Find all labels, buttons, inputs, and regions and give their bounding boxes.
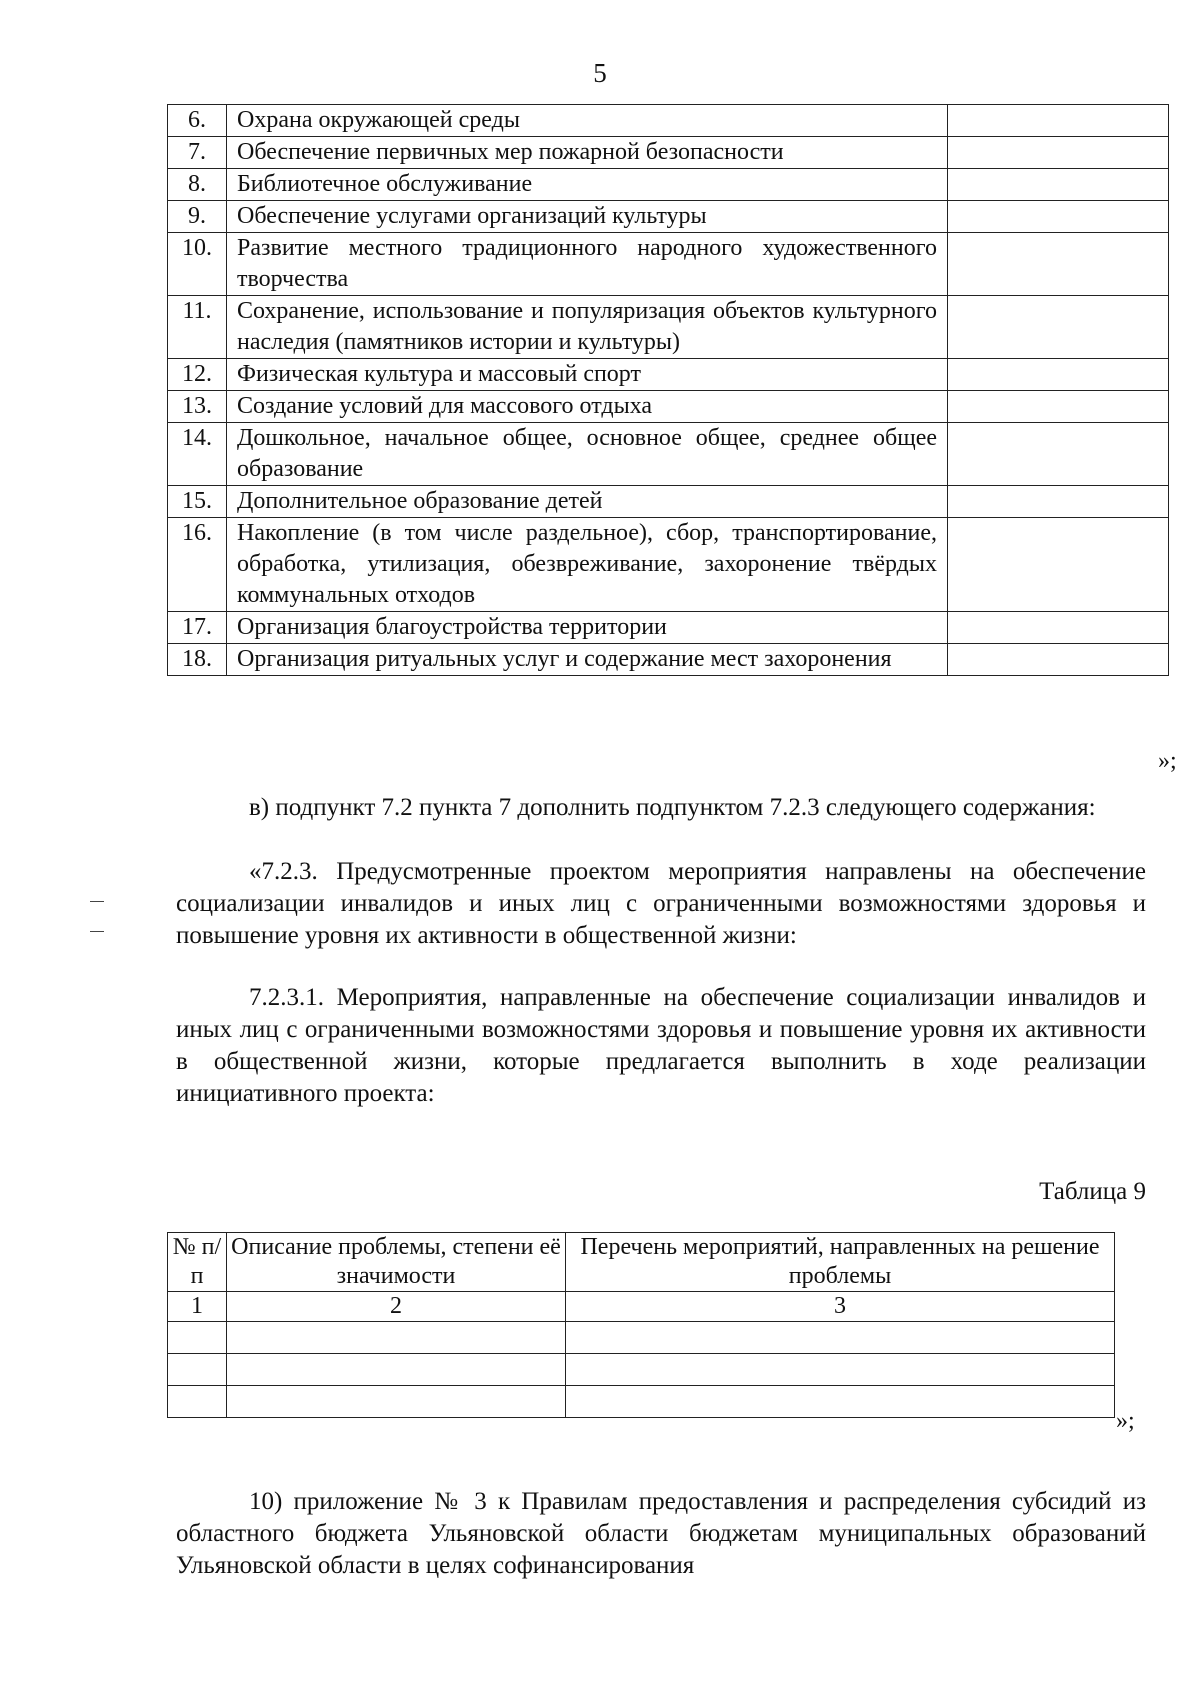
header-measures-list: Перечень мероприятий, направленных на решение проблемы xyxy=(566,1233,1115,1292)
row-description: Обеспечение первичных мер пожарной безопасности xyxy=(227,137,948,169)
margin-mark xyxy=(90,931,104,932)
empty-cell xyxy=(168,1386,227,1418)
row-value-cell xyxy=(948,644,1169,676)
row-number: 10. xyxy=(168,233,227,296)
table-row xyxy=(168,518,1169,612)
row-value-cell xyxy=(948,391,1169,423)
table-row xyxy=(168,612,1169,644)
empty-cell xyxy=(566,1322,1115,1354)
row-value-cell xyxy=(948,359,1169,391)
row-description: Организация благоустройства территории xyxy=(227,612,948,644)
table-row xyxy=(168,169,1169,201)
empty-cell xyxy=(227,1386,566,1418)
row-number: 17. xyxy=(168,612,227,644)
paragraph-7-2-3: «7.2.3. Предусмотренные проектом мероприятия направлены на обеспечение социализации инвалидов и иных лиц с ограниченными возможностями здоровья и повышение уровня их активности в общественной жизни: xyxy=(176,858,1146,949)
empty-cell xyxy=(227,1322,566,1354)
row-description: Дошкольное, начальное общее, основное общее, среднее общее образование xyxy=(227,423,948,486)
row-description: Дополнительное образование детей xyxy=(227,486,948,518)
row-number: 18. xyxy=(168,644,227,676)
paragraph-7-2-3-1: 7.2.3.1. Мероприятия, направленные на обеспечение социализации инвалидов и иных лиц с ограниченными возможностями здоровья и повышение уровня их активности в общественной жизни, которые предлагается выполнить в ходе реализации инициативного проекта: xyxy=(176,984,1146,1107)
empty-cell xyxy=(566,1386,1115,1418)
empty-cell xyxy=(168,1354,227,1386)
page-number: 5 xyxy=(593,58,607,88)
row-number: 7. xyxy=(168,137,227,169)
table-row xyxy=(168,359,1169,391)
row-value-cell xyxy=(948,201,1169,233)
row-value-cell xyxy=(948,233,1169,296)
row-description: Организация ритуальных услуг и содержание мест захоронения xyxy=(227,644,948,676)
row-number: 13. xyxy=(168,391,227,423)
table9 xyxy=(167,1232,1115,1418)
row-number: 8. xyxy=(168,169,227,201)
index-col2: 2 xyxy=(227,1292,566,1322)
row-value-cell xyxy=(948,486,1169,518)
header-problem-description: Описание проблемы, степени её значимости xyxy=(227,1233,566,1292)
table1-closing-quote: »; xyxy=(1158,748,1177,774)
table-row xyxy=(168,296,1169,359)
row-value-cell xyxy=(948,612,1169,644)
table-row xyxy=(168,201,1169,233)
row-value-cell xyxy=(948,423,1169,486)
municipal-issues-table xyxy=(167,104,1169,676)
table-row xyxy=(168,644,1169,676)
table-row xyxy=(168,233,1169,296)
row-value-cell xyxy=(948,169,1169,201)
table-row xyxy=(168,391,1169,423)
table9-header-row xyxy=(168,1233,1115,1292)
row-description: Охрана окружающей среды xyxy=(227,105,948,137)
row-value-cell xyxy=(948,105,1169,137)
empty-cell xyxy=(227,1354,566,1386)
table-row xyxy=(168,423,1169,486)
paragraph-v: в) подпункт 7.2 пункта 7 дополнить подпунктом 7.2.3 следующего содержания: xyxy=(249,794,1096,821)
row-number: 14. xyxy=(168,423,227,486)
row-description: Обеспечение услугами организаций культуры xyxy=(227,201,948,233)
row-value-cell xyxy=(948,296,1169,359)
row-description: Создание условий для массового отдыха xyxy=(227,391,948,423)
empty-cell xyxy=(566,1354,1115,1386)
index-col3: 3 xyxy=(566,1292,1115,1322)
empty-cell xyxy=(168,1322,227,1354)
table-row xyxy=(168,486,1169,518)
table9-empty-row xyxy=(168,1322,1115,1354)
header-num: № п/п xyxy=(168,1233,227,1292)
table-row xyxy=(168,137,1169,169)
row-number: 6. xyxy=(168,105,227,137)
index-col1: 1 xyxy=(168,1292,227,1322)
row-description: Развитие местного традиционного народного художественного творчества xyxy=(227,233,948,296)
row-description: Библиотечное обслуживание xyxy=(227,169,948,201)
margin-mark xyxy=(90,901,104,902)
row-value-cell xyxy=(948,518,1169,612)
paragraph-10: 10) приложение № 3 к Правилам предоставления и распределения субсидий из областного бюджета Ульяновской области бюджетам муниципальных образований Ульяновской области в целях софинансирования xyxy=(176,1488,1146,1579)
row-description: Сохранение, использование и популяризация объектов культурного наследия (памятников истории и культуры) xyxy=(227,296,948,359)
row-description: Физическая культура и массовый спорт xyxy=(227,359,948,391)
table-row xyxy=(168,105,1169,137)
table9-closing-quote: »; xyxy=(1116,1408,1135,1434)
table9-index-row xyxy=(168,1292,1115,1322)
row-number: 16. xyxy=(168,518,227,612)
row-number: 15. xyxy=(168,486,227,518)
row-number: 12. xyxy=(168,359,227,391)
table9-empty-row xyxy=(168,1354,1115,1386)
row-number: 9. xyxy=(168,201,227,233)
table9-caption: Таблица 9 xyxy=(1039,1178,1146,1205)
row-description: Накопление (в том числе раздельное), сбор, транспортирование, обработка, утилизация, обезвреживание, захоронение твёрдых коммунальных отходов xyxy=(227,518,948,612)
row-value-cell xyxy=(948,137,1169,169)
table9-empty-row xyxy=(168,1386,1115,1418)
row-number: 11. xyxy=(168,296,227,359)
